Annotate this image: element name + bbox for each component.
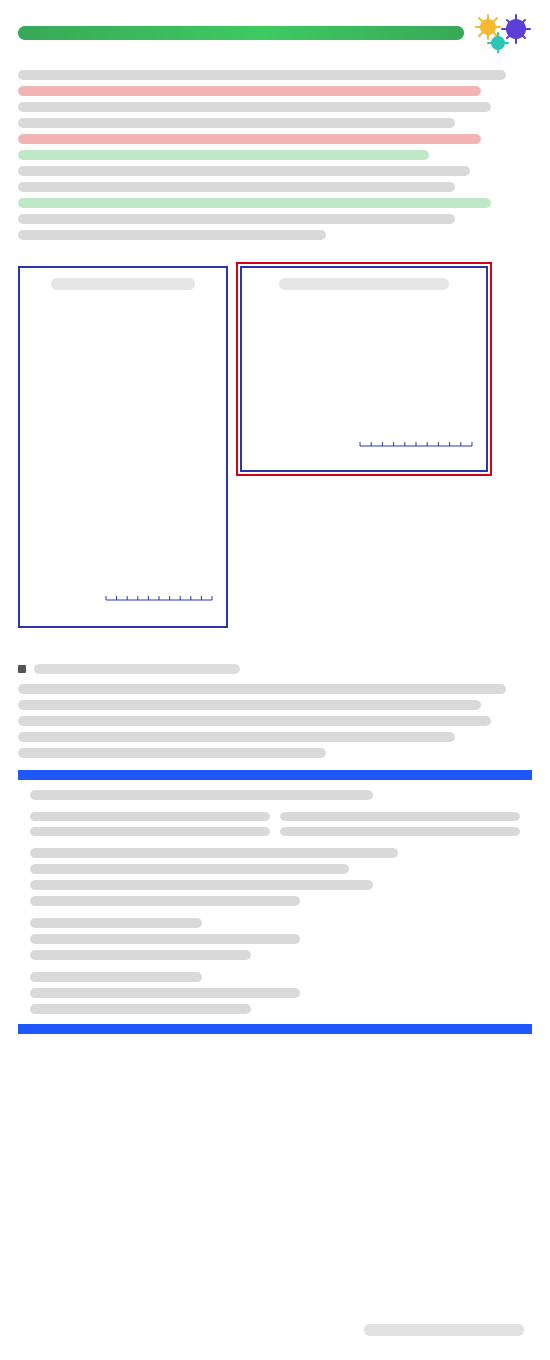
article xyxy=(18,70,532,240)
virus-icon xyxy=(488,33,508,53)
section2-line xyxy=(18,684,506,694)
chart-left-title xyxy=(51,278,195,290)
info-box xyxy=(18,770,532,1034)
virus-icon xyxy=(502,15,530,43)
chart-right xyxy=(240,266,488,472)
info-rows xyxy=(30,812,520,836)
spacer xyxy=(30,836,520,848)
info-table1-line xyxy=(30,950,251,960)
info-cell xyxy=(280,812,520,821)
info-table2-line xyxy=(30,1004,251,1014)
article-line xyxy=(18,198,491,208)
page-title xyxy=(18,26,464,40)
chart-left xyxy=(18,266,228,628)
article-line xyxy=(18,166,470,176)
chart-left-svg xyxy=(20,294,226,626)
section2 xyxy=(18,664,532,1034)
article-line xyxy=(18,134,481,144)
article-line xyxy=(18,150,429,160)
info-table1-line xyxy=(30,918,202,928)
section2-heading-text xyxy=(34,664,240,674)
article-line xyxy=(18,214,455,224)
spacer xyxy=(30,960,520,972)
square-bullet-icon xyxy=(18,665,26,673)
article-line xyxy=(18,182,455,192)
info-title xyxy=(30,790,373,800)
info-table1 xyxy=(30,918,520,960)
info-note xyxy=(30,896,300,906)
spacer xyxy=(30,800,520,812)
info-note xyxy=(30,864,349,874)
info-note xyxy=(30,848,398,858)
header xyxy=(18,14,532,52)
info-cell xyxy=(30,827,270,836)
spacer xyxy=(30,906,520,918)
section2-line xyxy=(18,732,455,742)
footer-signature xyxy=(364,1324,524,1336)
info-table1-line xyxy=(30,934,300,944)
article-line xyxy=(18,102,491,112)
article-line xyxy=(18,118,455,128)
article-line xyxy=(18,230,326,240)
info-table2-line xyxy=(30,972,202,982)
info-row xyxy=(30,812,520,821)
section2-line xyxy=(18,748,326,758)
article-line xyxy=(18,86,481,96)
chart-right-svg xyxy=(242,294,486,470)
article-line xyxy=(18,70,506,80)
section2-paragraph xyxy=(18,684,532,758)
section2-heading xyxy=(18,664,532,674)
virus-icon xyxy=(476,15,500,39)
info-cell xyxy=(280,827,520,836)
info-notes xyxy=(30,848,520,906)
chart-right-title xyxy=(279,278,450,290)
info-row xyxy=(30,827,520,836)
info-cell xyxy=(30,812,270,821)
info-table2-line xyxy=(30,988,300,998)
virus-icon-group xyxy=(474,13,532,53)
section2-line xyxy=(18,700,481,710)
info-note xyxy=(30,880,373,890)
charts xyxy=(18,266,532,628)
section2-line xyxy=(18,716,491,726)
info-table2 xyxy=(30,972,520,1014)
article-paragraphs xyxy=(18,70,532,240)
